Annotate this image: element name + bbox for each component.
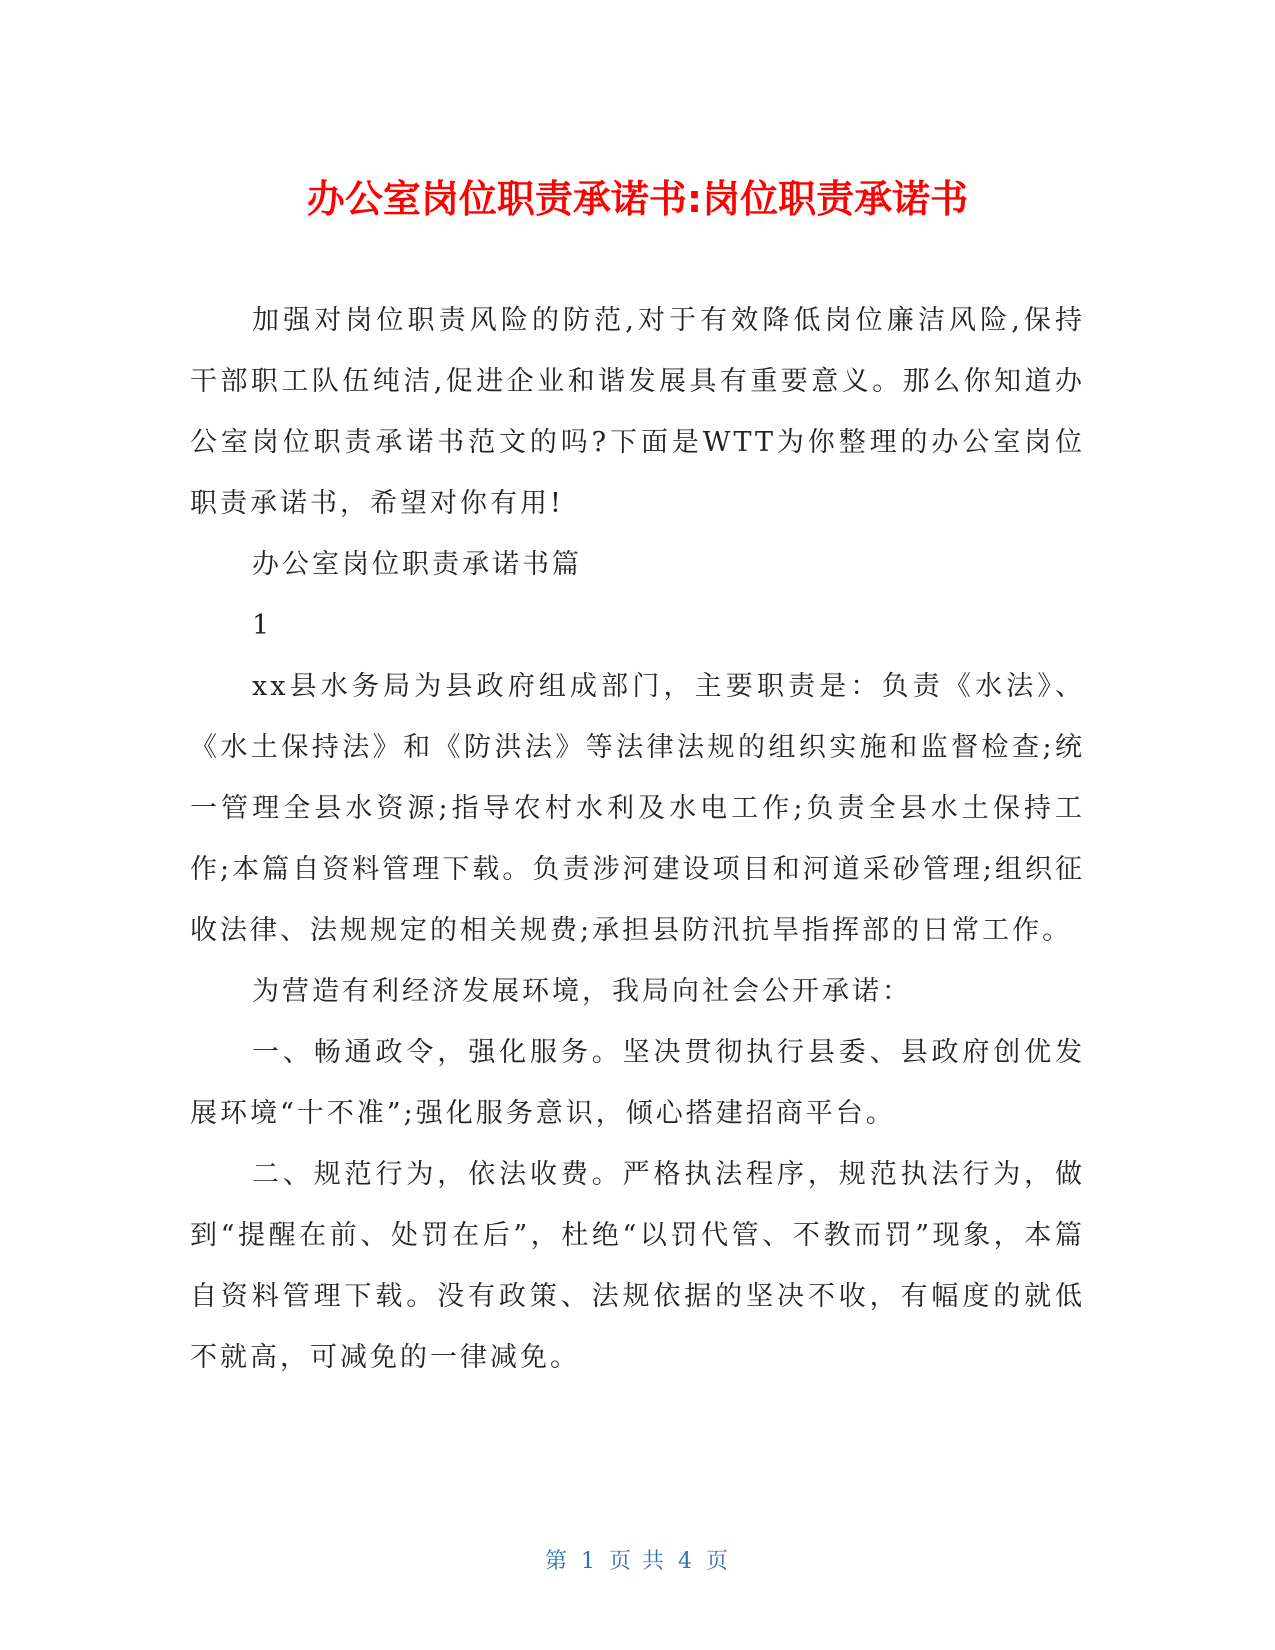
paragraph-bureau-duties: xx县水务局为县政府组成部门，主要职责是：负责《水法》、《水土保持法》和《防洪法》等法律法规的组织实施和监督检查;统一管理全县水资源;指导农村水利及水电工作;负责全县水土保持工作;本篇自资料管理下载。负责涉河建设项目和河道采砂管理;组织征收法律、法规规定的相关规费;承担县防汛抗旱指挥部的日常工作。 <box>190 671 1085 946</box>
paragraph-intro: 加强对岗位职责风险的防范,对于有效降低岗位廉洁风险,保持干部职工队伍纯洁,促进企业和谐发展具有重要意义。那么你知道办公室岗位职责承诺书范文的吗?下面是WTT为你整理的办公室岗位职责承诺书，希望对你有用! <box>190 305 1085 519</box>
paragraph-commitment-2: 二、规范行为，依法收费。严格执法程序，规范执法行为，做到“提醒在前、处罚在后”，杜绝“以罚代管、不教而罚”现象，本篇自资料管理下载。没有政策、法规依据的坚决不收，有幅度的就低不就高，可减免的一律减免。 <box>190 1159 1085 1373</box>
footer-current-page: 1 <box>581 1549 597 1574</box>
document-body <box>190 290 1085 1388</box>
footer-total-pages: 4 <box>678 1549 694 1574</box>
paragraph-commitment-1: 一、畅通政令，强化服务。坚决贯彻执行县委、县政府创优发展环境“十不准”;强化服务意识，倾心搭建招商平台。 <box>190 1037 1085 1129</box>
footer-suffix: 页 <box>706 1549 731 1574</box>
footer-middle: 页 共 <box>609 1549 666 1574</box>
paragraph-section-number: 1 <box>252 610 273 641</box>
page-footer <box>0 1544 1275 1575</box>
paragraph-commitment-intro: 为营造有利经济发展环境，我局向社会公开承诺： <box>252 976 912 1007</box>
page-title: 办公室岗位职责承诺书:岗位职责承诺书 <box>306 177 969 221</box>
paragraph-section-heading: 办公室岗位职责承诺书篇 <box>252 549 582 580</box>
footer-prefix: 第 <box>544 1549 569 1574</box>
